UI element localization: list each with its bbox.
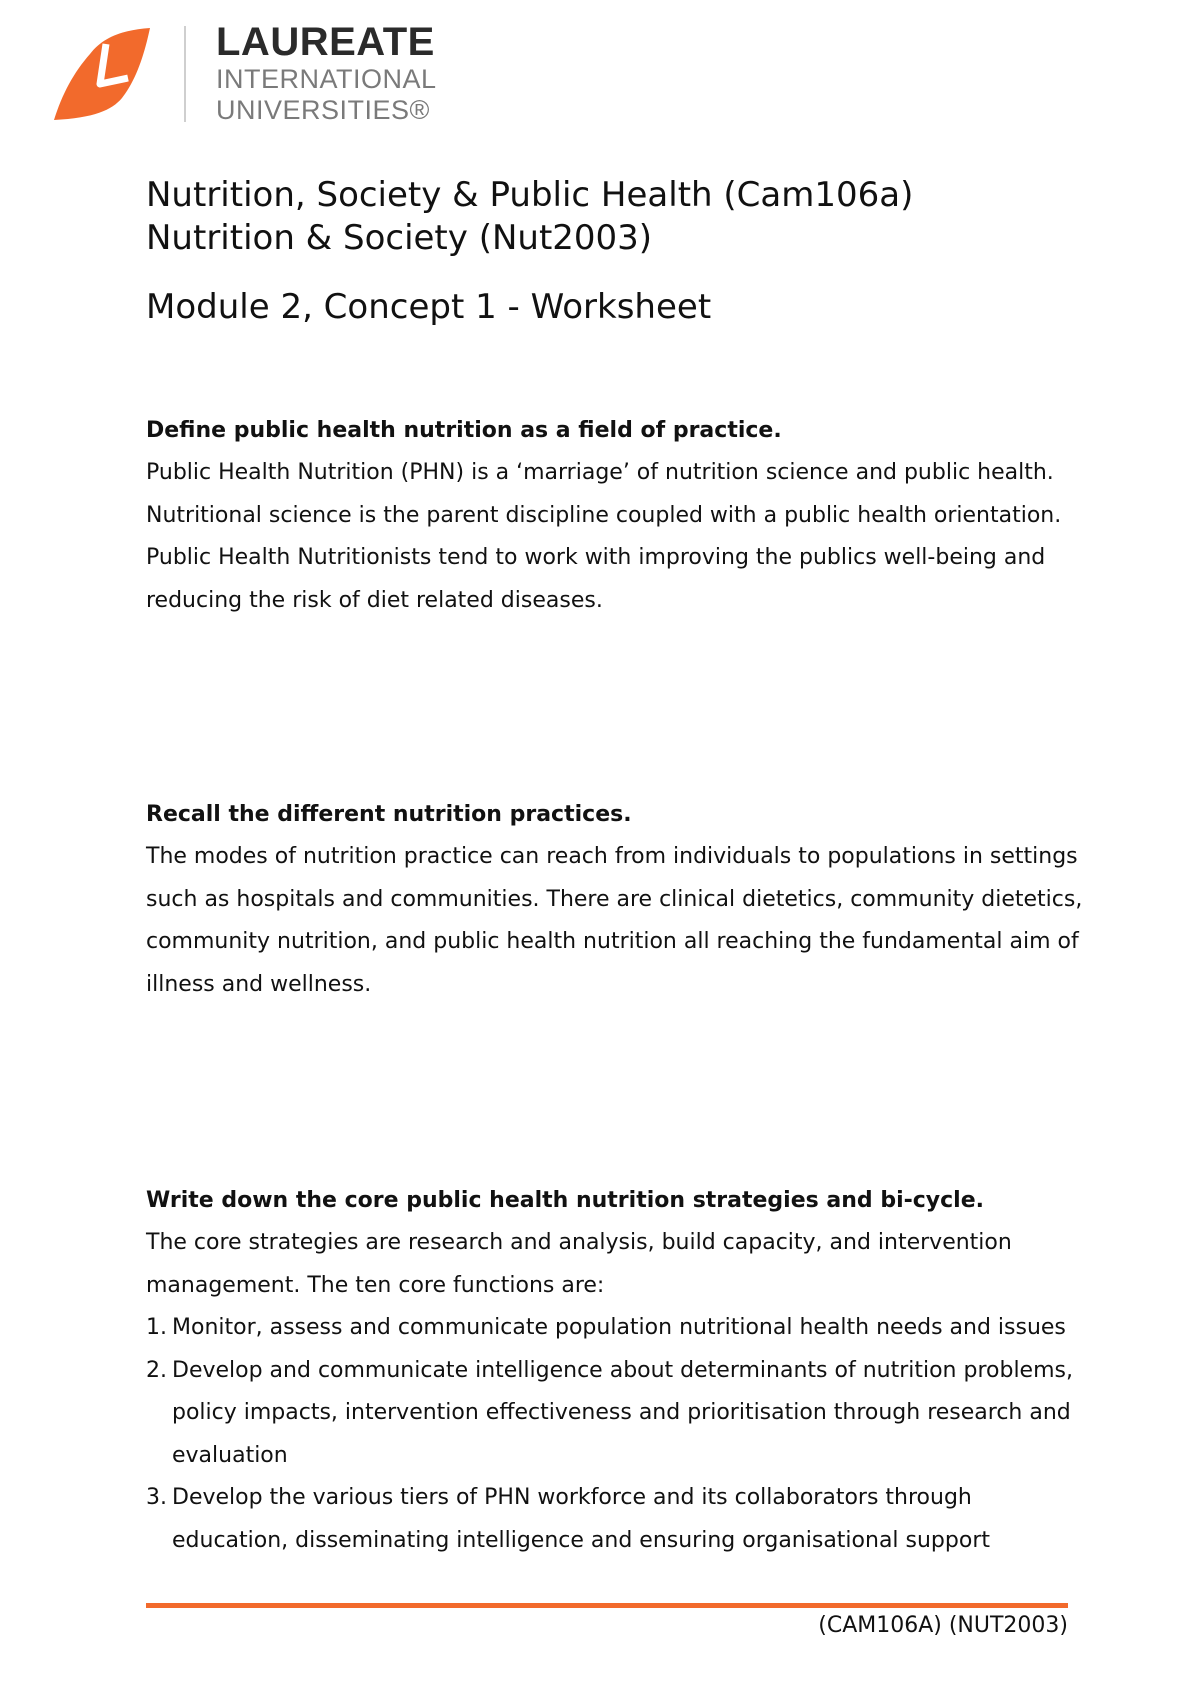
logo-divider: [184, 26, 186, 122]
core-functions-list: [146, 1307, 1086, 1562]
question-heading: Recall the different nutrition practices.: [146, 802, 632, 827]
course-title-1: Nutrition, Society & Public Health (Cam106a): [146, 175, 914, 215]
list-item-text: Monitor, assess and communicate population nutritional health needs and issues: [172, 1315, 1066, 1340]
list-item: [146, 1307, 1086, 1350]
section-core-strategies: [146, 1180, 1086, 1562]
question-heading: Define public health nutrition as a field of practice.: [146, 418, 782, 443]
list-item-text: Develop and communicate intelligence about determinants of nutrition problems, policy impacts, intervention effectiveness and prioritisation through research and evaluation: [172, 1357, 1073, 1468]
leaf-logo-icon: [52, 24, 152, 124]
university-logo: [52, 20, 472, 130]
section-define-phn: [146, 410, 1086, 622]
list-item: [146, 1350, 1086, 1478]
answer-paragraph: Public Health Nutrition (PHN) is a ‘marriage’ of nutrition science and public health. Nutritional science is the parent discipline coupled with a public health orientation. Public Health Nutritionists tend to work with improving the publics well-being and reducing the risk of diet related diseases.: [146, 460, 1062, 613]
course-title-2: Nutrition & Society (Nut2003): [146, 218, 653, 258]
logo-sub-line-1: INTERNATIONAL: [216, 64, 437, 94]
module-title: Module 2, Concept 1 - Worksheet: [146, 287, 712, 327]
logo-wordmark: [216, 20, 437, 126]
section-nutrition-practices: [146, 794, 1086, 1006]
question-heading: Write down the core public health nutrition strategies and bi-cycle.: [146, 1188, 984, 1213]
list-item-text: Develop the various tiers of PHN workforce and its collaborators through education, disseminating intelligence and ensuring organisational support: [172, 1485, 990, 1553]
list-number: 1.: [146, 1315, 167, 1340]
document-titles: [146, 174, 1106, 329]
logo-name: LAUREATE: [216, 20, 435, 64]
answer-paragraph: The core strategies are research and analysis, build capacity, and intervention management. The ten core functions are:: [146, 1230, 1012, 1298]
list-item: [146, 1477, 1086, 1562]
answer-paragraph: The modes of nutrition practice can reach from individuals to populations in settings such as hospitals and communities. There are clinical dietetics, community dietetics, community nutrition, and public health nutrition all reaching the fundamental aim of illness and wellness.: [146, 844, 1083, 997]
logo-sub-line-2: UNIVERSITIES®: [216, 95, 430, 125]
footer-divider: [146, 1603, 1068, 1608]
footer-course-code: (CAM106A) (NUT2003): [818, 1613, 1068, 1638]
list-number: 3.: [146, 1485, 167, 1510]
list-number: 2.: [146, 1357, 167, 1383]
